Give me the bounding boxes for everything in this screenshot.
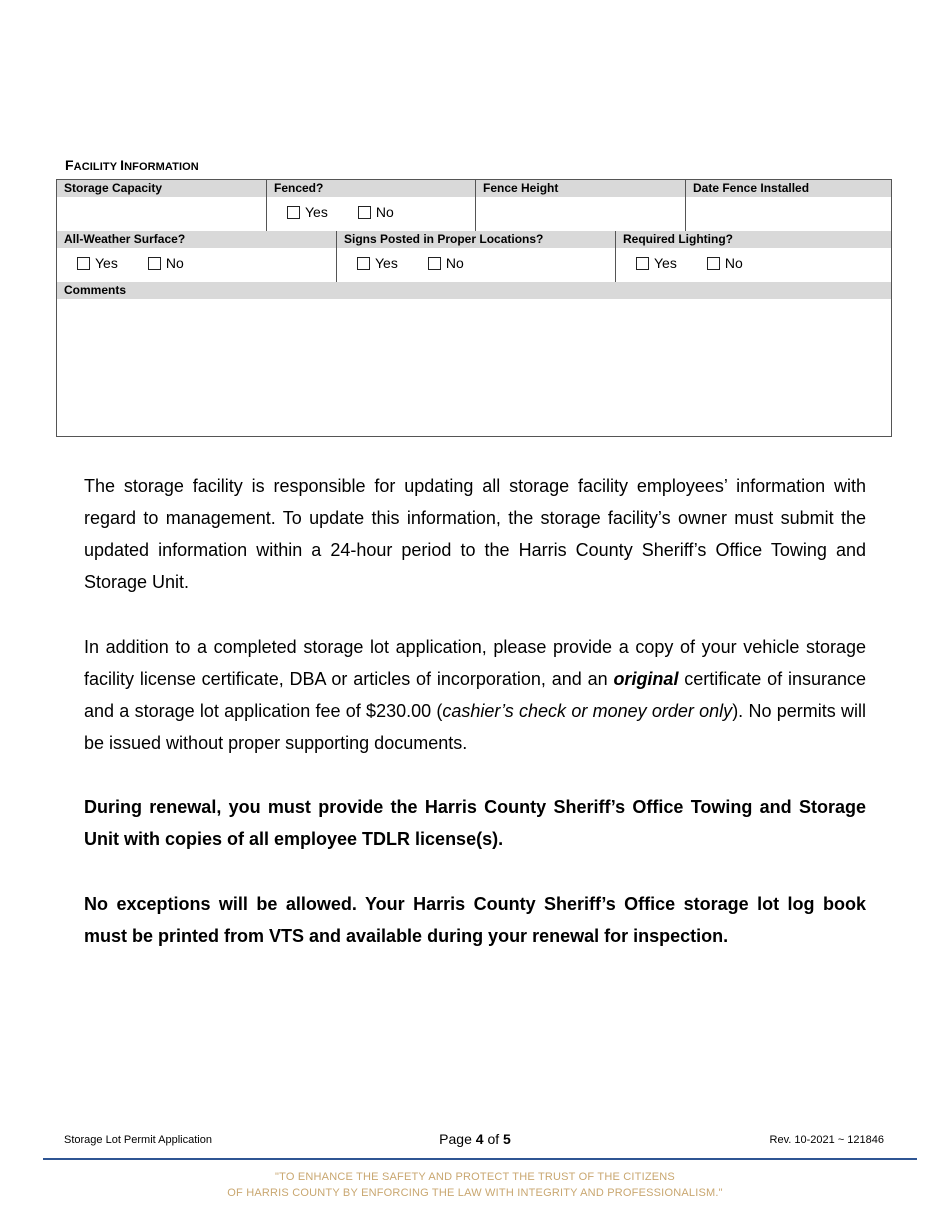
- signs-posted-no-checkbox[interactable]: [428, 255, 464, 271]
- checkbox-box[interactable]: [287, 206, 300, 219]
- fence-height-label: Fence Height: [476, 180, 685, 197]
- checkbox-box[interactable]: [707, 257, 720, 270]
- date-fence-installed-label: Date Fence Installed: [686, 180, 891, 197]
- checkbox-label: No: [445, 255, 464, 271]
- form-row-1: [57, 180, 891, 232]
- responsibility-paragraph: The storage facility is responsible for updating all storage facility employees’ information with regard to management. To update this information, the storage facility’s owner must submit the updated information within a 24-hour period to the Harris County Sheriff’s Office Towing and Storage Unit.: [84, 476, 866, 592]
- requirements-paragraph: [84, 631, 866, 759]
- checkbox-box[interactable]: [636, 257, 649, 270]
- page-word: Page: [439, 1131, 476, 1147]
- facility-info-form: [56, 179, 892, 437]
- of-word: of: [483, 1131, 504, 1147]
- form-row-3: [57, 282, 891, 438]
- date-fence-installed-cell: [685, 180, 891, 231]
- renewal-paragraph: During renewal, you must provide the Harris County Sheriff’s Office Towing and Storage Unit with copies of all employee TDLR license(s).: [84, 797, 866, 849]
- signs-posted-yes-checkbox[interactable]: [357, 255, 398, 271]
- fence-height-cell: [475, 180, 685, 231]
- checkbox-label: Yes: [95, 255, 118, 271]
- storage-capacity-field[interactable]: [57, 197, 266, 231]
- requirements-text-1: In addition to a completed storage lot application, please provide a copy of your vehicle storage facility license certificate, DBA or articles of incorporation, and an: [84, 637, 866, 689]
- all-weather-cell: [57, 231, 336, 282]
- motto-line-2: OF HARRIS COUNTY BY ENFORCING THE LAW WITH INTEGRITY AND PROFESSIONALISM.": [227, 1187, 723, 1199]
- required-lighting-cell: [615, 231, 891, 282]
- checkbox-label: No: [724, 255, 743, 271]
- checkbox-box[interactable]: [77, 257, 90, 270]
- exceptions-paragraph: No exceptions will be allowed. Your Harris County Sheriff’s Office storage lot log book must be printed from VTS and available during your renewal for inspection.: [84, 894, 866, 946]
- comments-label: Comments: [57, 282, 891, 299]
- fenced-cell: [266, 180, 475, 231]
- all-weather-no-checkbox[interactable]: [148, 255, 184, 271]
- section-title-part-1: ACILITY: [73, 161, 121, 173]
- requirements-text-2: certificate of insurance and a storage lot application fee of $230.00 (: [84, 669, 866, 721]
- all-weather-label: All-Weather Surface?: [57, 231, 336, 248]
- footer-revision: Rev. 10-2021 ~ 121846: [769, 1134, 884, 1146]
- required-lighting-label: Required Lighting?: [616, 231, 891, 248]
- requirements-payment-note: cashier’s check or money order only: [442, 701, 733, 721]
- checkbox-box[interactable]: [428, 257, 441, 270]
- checkbox-box[interactable]: [357, 257, 370, 270]
- motto-line-1: "TO ENHANCE THE SAFETY AND PROTECT THE TRUST OF THE CITIZENS: [275, 1171, 675, 1183]
- checkbox-label: No: [165, 255, 184, 271]
- requirements-emphasis-original: original: [613, 669, 679, 689]
- fenced-yes-checkbox[interactable]: [287, 204, 328, 220]
- checkbox-label: Yes: [375, 255, 398, 271]
- section-title: [65, 157, 199, 173]
- section-title-initial-1: F: [65, 157, 74, 173]
- footer-form-name: Storage Lot Permit Application: [64, 1134, 212, 1146]
- fenced-label: Fenced?: [267, 180, 475, 197]
- comments-field[interactable]: [57, 299, 891, 438]
- page-current: 4: [475, 1131, 484, 1147]
- required-lighting-yes-checkbox[interactable]: [636, 255, 677, 271]
- checkbox-box[interactable]: [148, 257, 161, 270]
- checkbox-label: Yes: [654, 255, 677, 271]
- signs-posted-label: Signs Posted in Proper Locations?: [337, 231, 615, 248]
- requirements-text-3: ). No permits will be issued without proper supporting documents.: [84, 701, 866, 753]
- required-lighting-no-checkbox[interactable]: [707, 255, 743, 271]
- storage-capacity-label: Storage Capacity: [57, 180, 266, 197]
- comments-cell: [57, 282, 891, 438]
- date-fence-installed-field[interactable]: [686, 197, 891, 231]
- checkbox-label: No: [375, 204, 394, 220]
- fence-height-field[interactable]: [476, 197, 685, 231]
- section-title-part-2: NFORMATION: [124, 161, 199, 173]
- all-weather-yes-checkbox[interactable]: [77, 255, 118, 271]
- checkbox-label: Yes: [305, 204, 328, 220]
- section-title-initial-2: I: [120, 157, 125, 173]
- signs-posted-cell: [336, 231, 615, 282]
- fenced-no-checkbox[interactable]: [358, 204, 394, 220]
- page-total: 5: [503, 1131, 511, 1147]
- footer-motto: [0, 1169, 950, 1201]
- form-row-2: [57, 231, 891, 283]
- footer-divider: [43, 1158, 917, 1160]
- storage-capacity-cell: [57, 180, 266, 231]
- checkbox-box[interactable]: [358, 206, 371, 219]
